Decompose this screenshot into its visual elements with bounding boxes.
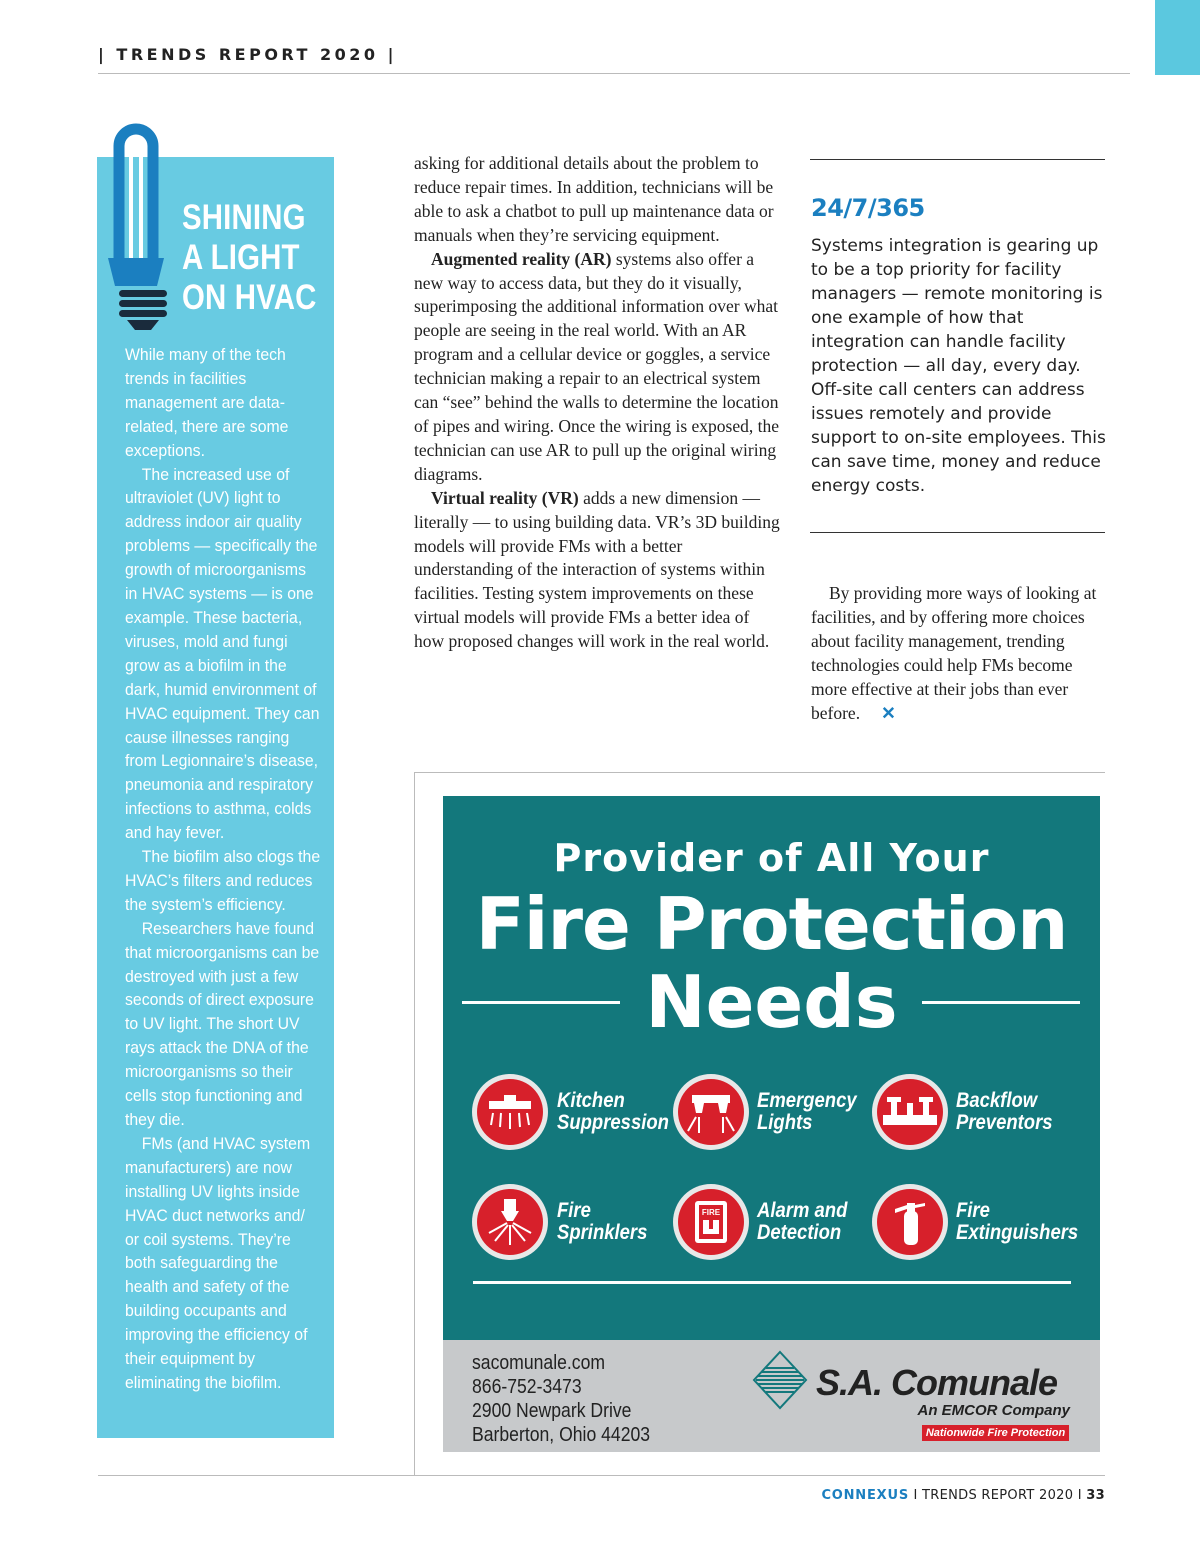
service-label xyxy=(956,1090,1053,1134)
sidebar-body xyxy=(125,343,320,1395)
pullout-heading: 24/7/365 xyxy=(811,194,925,222)
pullout-rule-bottom xyxy=(810,532,1105,533)
page-footer xyxy=(700,1488,1105,1503)
ad-address-line: Barberton, Ohio 44203 xyxy=(472,1424,651,1446)
brand-logo-icon xyxy=(752,1350,808,1410)
fire-sprinkler-icon xyxy=(471,1183,549,1261)
fire-extinguisher-icon xyxy=(871,1183,949,1261)
sidebar-paragraph: While many of the tech trends in facilities management are data-related, there are some exceptions. xyxy=(125,345,289,460)
ad-headline-needs: Needs xyxy=(645,960,898,1044)
ad-contact xyxy=(472,1351,650,1447)
ad-phone: 866-752-3473 xyxy=(472,1376,582,1398)
footer-rule xyxy=(98,1475,1105,1476)
footer-separator: I xyxy=(909,1488,923,1503)
sidebar-paragraph: FMs (and HVAC system manufacturers) are now installing UV lights inside HVAC duct networks and/ or coil systems. They’re both safeguarding the health and safety of the building occupants and improving the efficiency of their equipment by eliminating the biofilm. xyxy=(125,1133,311,1392)
running-head: | TRENDS REPORT 2020 | xyxy=(98,45,397,64)
footer-separator: I xyxy=(1073,1488,1087,1503)
pullout-rule-top xyxy=(810,159,1105,160)
service-label xyxy=(757,1200,847,1244)
article-lead-vr: Virtual reality (VR) xyxy=(431,487,579,508)
backflow-preventor-icon xyxy=(871,1073,949,1151)
ad-divider xyxy=(473,1281,1071,1284)
ad-website-link[interactable]: sacomunale.com xyxy=(472,1352,606,1374)
brand-name: S.A. Comunale xyxy=(816,1362,1058,1403)
service-label-line: Detection xyxy=(757,1221,842,1244)
article-paragraph xyxy=(414,487,780,654)
service-label xyxy=(757,1090,857,1134)
service-label-line: Fire xyxy=(956,1199,990,1222)
sidebar-title xyxy=(182,198,317,318)
ad-rule-right xyxy=(922,1001,1080,1004)
service-label-line: Suppression xyxy=(557,1111,669,1134)
sidebar-title-line: A LIGHT xyxy=(182,238,300,277)
article-text: adds a new dimension — literally — to using building data. VR’s 3D building models will provide FMs with a better understanding of the interaction of systems within facilities. Testing system improvements on these virtual models will provide FMs a better idea of how proposed changes will work in the real world. xyxy=(414,487,780,652)
sidebar-title-line: SHINING xyxy=(182,198,306,237)
service-label-line: Lights xyxy=(757,1111,813,1134)
brand-tagline: Nationwide Fire Protection xyxy=(922,1425,1069,1441)
service-label xyxy=(557,1090,669,1134)
service-label-line: Preventors xyxy=(956,1111,1053,1134)
header-rule xyxy=(98,73,1130,74)
sidebar-paragraph: Researchers have found that microorganisms can be destroyed with just a few seconds of direct exposure to UV light. The short UV rays attack the DNA of the microorganisms so their cells stop functioning and they die. xyxy=(125,918,320,1129)
corner-tab xyxy=(1155,0,1200,75)
service-label-line: Sprinklers xyxy=(557,1221,648,1244)
ad-headline-main: Fire Protection xyxy=(475,882,1068,966)
lightbulb-icon xyxy=(105,118,167,333)
page-number: 33 xyxy=(1086,1488,1105,1503)
closing-text: By providing more ways of looking at facilities, and by offering more choices about facility management, trending technologies could help FMs become more effective at their jobs than ever before. xyxy=(811,583,1097,723)
footer-title: TRENDS REPORT 2020 xyxy=(922,1488,1074,1503)
kitchen-suppression-icon xyxy=(471,1073,549,1151)
article-column xyxy=(414,152,780,654)
ad-frame-rule xyxy=(414,772,415,1475)
service-label-line: Alarm and xyxy=(757,1199,848,1222)
ad-frame-rule xyxy=(414,772,1105,773)
closing-paragraph xyxy=(811,582,1111,725)
service-label xyxy=(557,1200,647,1244)
article-paragraph xyxy=(414,248,780,487)
end-mark-icon: ✕ xyxy=(881,702,896,723)
service-label-line: Backflow xyxy=(956,1089,1038,1112)
footer-brand: CONNEXUS xyxy=(821,1488,910,1503)
sidebar-paragraph: The increased use of ultraviolet (UV) light to address indoor air quality problems — specifically the growth of microorganisms in HVAC systems — is one example. These bacteria, viruses, mold and fungi grow as a biofilm in the dark, humid environment of HVAC equipment. They can cause illnesses ranging from Legionnaire’s disease, pneumonia and respiratory infections to asthma, colds and hay fever. xyxy=(125,464,320,843)
service-label xyxy=(956,1200,1078,1244)
sidebar-title-line: ON HVAC xyxy=(182,278,317,317)
pullout-body: Systems integration is gearing up to be a top priority for facility managers — remote monitoring is one example of how that integration can handle facility protection — all day, every day. Off-site call centers can address issues remotely and provide support to on-site employees. This can save time, money and reduce energy costs. xyxy=(811,236,1106,496)
sidebar-paragraph: The biofilm also clogs the HVAC’s filters and reduces the system’s efficiency. xyxy=(125,847,321,914)
service-label-line: Fire xyxy=(557,1199,591,1222)
service-label-line: Kitchen xyxy=(557,1089,625,1112)
emergency-lights-icon xyxy=(672,1073,750,1151)
alarm-badge-text: FIRE xyxy=(701,1208,721,1217)
article-paragraph: asking for additional details about the problem to reduce repair times. In addition, technicians will be able to ask a chatbot to pull up maintenance data or manuals when they’re servicing equipment. xyxy=(414,153,774,245)
fire-alarm-icon xyxy=(672,1183,750,1261)
brand-subtitle: An EMCOR Company xyxy=(917,1402,1070,1419)
article-text: systems also offer a new way to access data, but they do it visually, superimposing the additional information over what people are seeing in the real world. With an AR program and a cellular device or goggles, a service technician making a repair to an electrical system can “see” behind the walls to determine the location of pipes and wiring. Once the wiring is exposed, the technician can use AR to pull up the original wiring diagrams. xyxy=(414,248,779,484)
service-label-line: Extinguishers xyxy=(956,1221,1079,1244)
service-label-line: Emergency xyxy=(757,1089,857,1112)
ad-headline: Provider of All Your xyxy=(553,836,990,880)
article-lead-ar: Augmented reality (AR) xyxy=(431,248,612,269)
ad-address-line: 2900 Newpark Drive xyxy=(472,1400,632,1422)
